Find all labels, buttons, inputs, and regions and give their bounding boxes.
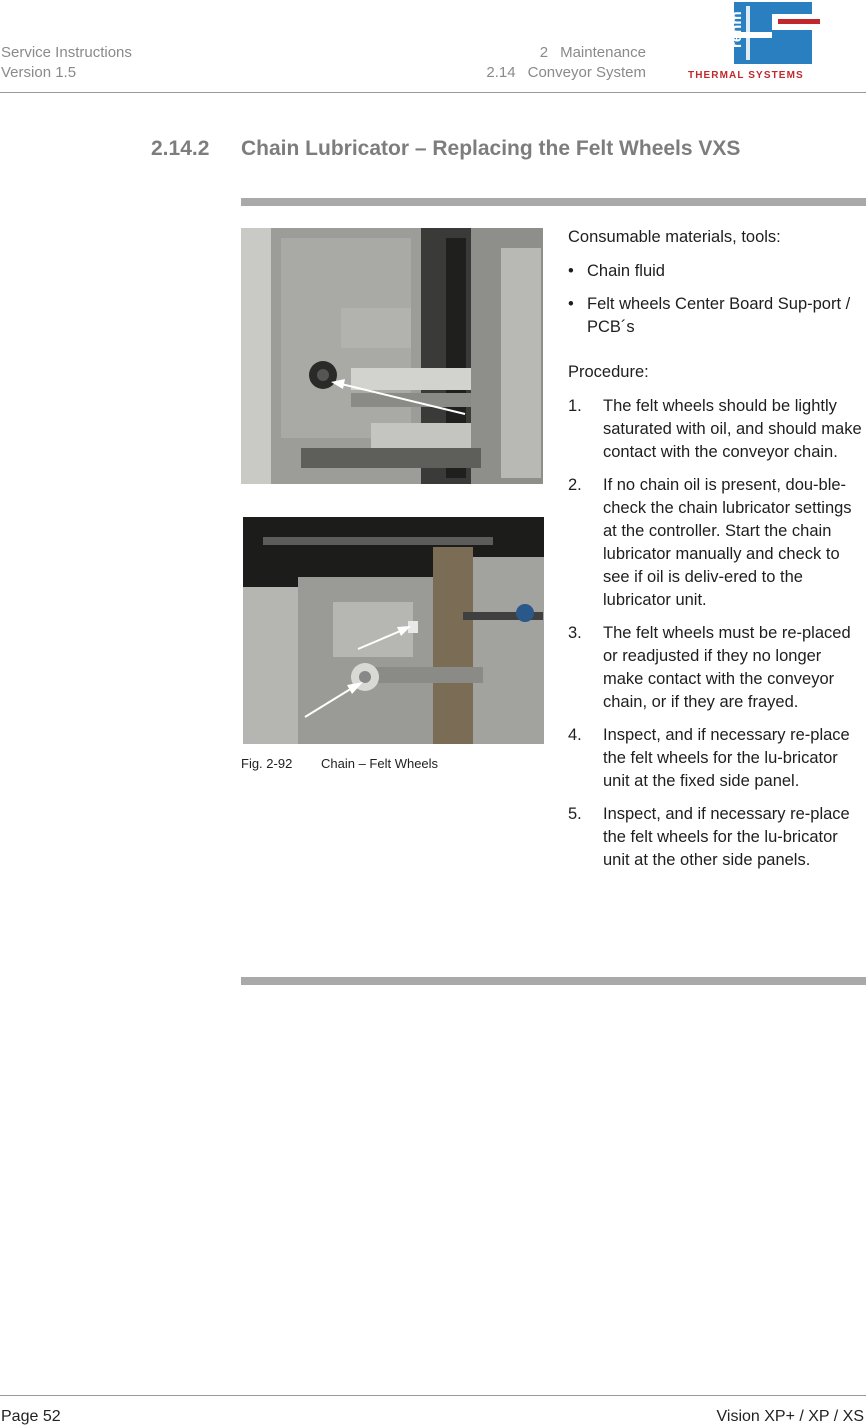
section-rule-top — [241, 198, 866, 206]
section-rule-bottom — [241, 977, 866, 985]
footer-divider — [0, 1395, 866, 1396]
materials-heading: Consumable materials, tools: — [568, 228, 781, 246]
chapter-number: 2 — [539, 44, 549, 61]
procedure-heading: Procedure: — [568, 363, 649, 381]
section-title: Chain Lubricator – Replacing the Felt Wheels VXS — [241, 137, 741, 160]
step-number: 3. — [568, 624, 582, 642]
step-text: If no chain oil is present, dou-ble-check the chain lubricator settings at the controller. Start the chain lubricator manually and check to see if oil is deliv-ered to the lubricator unit. — [603, 476, 852, 609]
step-text: Inspect, and if necessary re-place the felt wheels for the lu-bricator unit at the other side panels. — [603, 805, 850, 869]
page-number: Page 52 — [1, 1408, 61, 1425]
section-heading — [151, 137, 740, 161]
bullet-icon: • — [568, 262, 574, 280]
chapter-title: Maintenance — [560, 44, 646, 61]
section-number-header: 2.14 — [486, 64, 516, 81]
step-text: Inspect, and if necessary re-place the felt wheels for the lu-bricator unit at the fixed side panel. — [603, 726, 850, 790]
figure-caption-text: Chain – Felt Wheels — [321, 756, 439, 771]
material-item — [568, 293, 866, 339]
header-left — [1, 43, 132, 83]
figure-caption — [241, 756, 438, 771]
instructions-column — [568, 226, 866, 882]
doc-title: Service Instructions — [1, 44, 132, 61]
step-number: 4. — [568, 726, 582, 744]
step-number: 2. — [568, 476, 582, 494]
material-item-text: Chain fluid — [587, 262, 665, 280]
procedure-step — [568, 803, 866, 872]
product-name: Vision XP+ / XP / XS — [716, 1408, 864, 1425]
logo-tagline: THERMAL SYSTEMS — [688, 70, 804, 81]
logo-brand-text: rehm — [728, 11, 745, 48]
photo-felt-wheel-side — [241, 228, 543, 484]
step-number: 5. — [568, 805, 582, 823]
doc-version: Version 1.5 — [1, 64, 77, 81]
step-number: 1. — [568, 397, 582, 415]
step-text: The felt wheels must be re-placed or readjusted if they no longer make contact with the conveyor chain, or if they are frayed. — [603, 624, 851, 711]
procedure-step — [568, 724, 866, 793]
material-item-text: Felt wheels Center Board Sup-port / PCB´s — [587, 295, 851, 336]
procedure-step — [568, 622, 866, 714]
photo-felt-wheel-chain — [243, 517, 544, 744]
section-number: 2.14.2 — [151, 137, 210, 160]
header-divider — [0, 92, 866, 93]
section-title-header: Conveyor System — [527, 64, 646, 81]
step-text: The felt wheels should be lightly saturated with oil, and should make contact with the conveyor chain. — [603, 397, 862, 461]
procedure-step — [568, 395, 866, 464]
figure-number: Fig. 2-92 — [241, 756, 293, 771]
material-item — [568, 260, 866, 283]
bullet-icon: • — [568, 295, 574, 313]
procedure-step — [568, 474, 866, 612]
header-middle — [486, 43, 646, 83]
